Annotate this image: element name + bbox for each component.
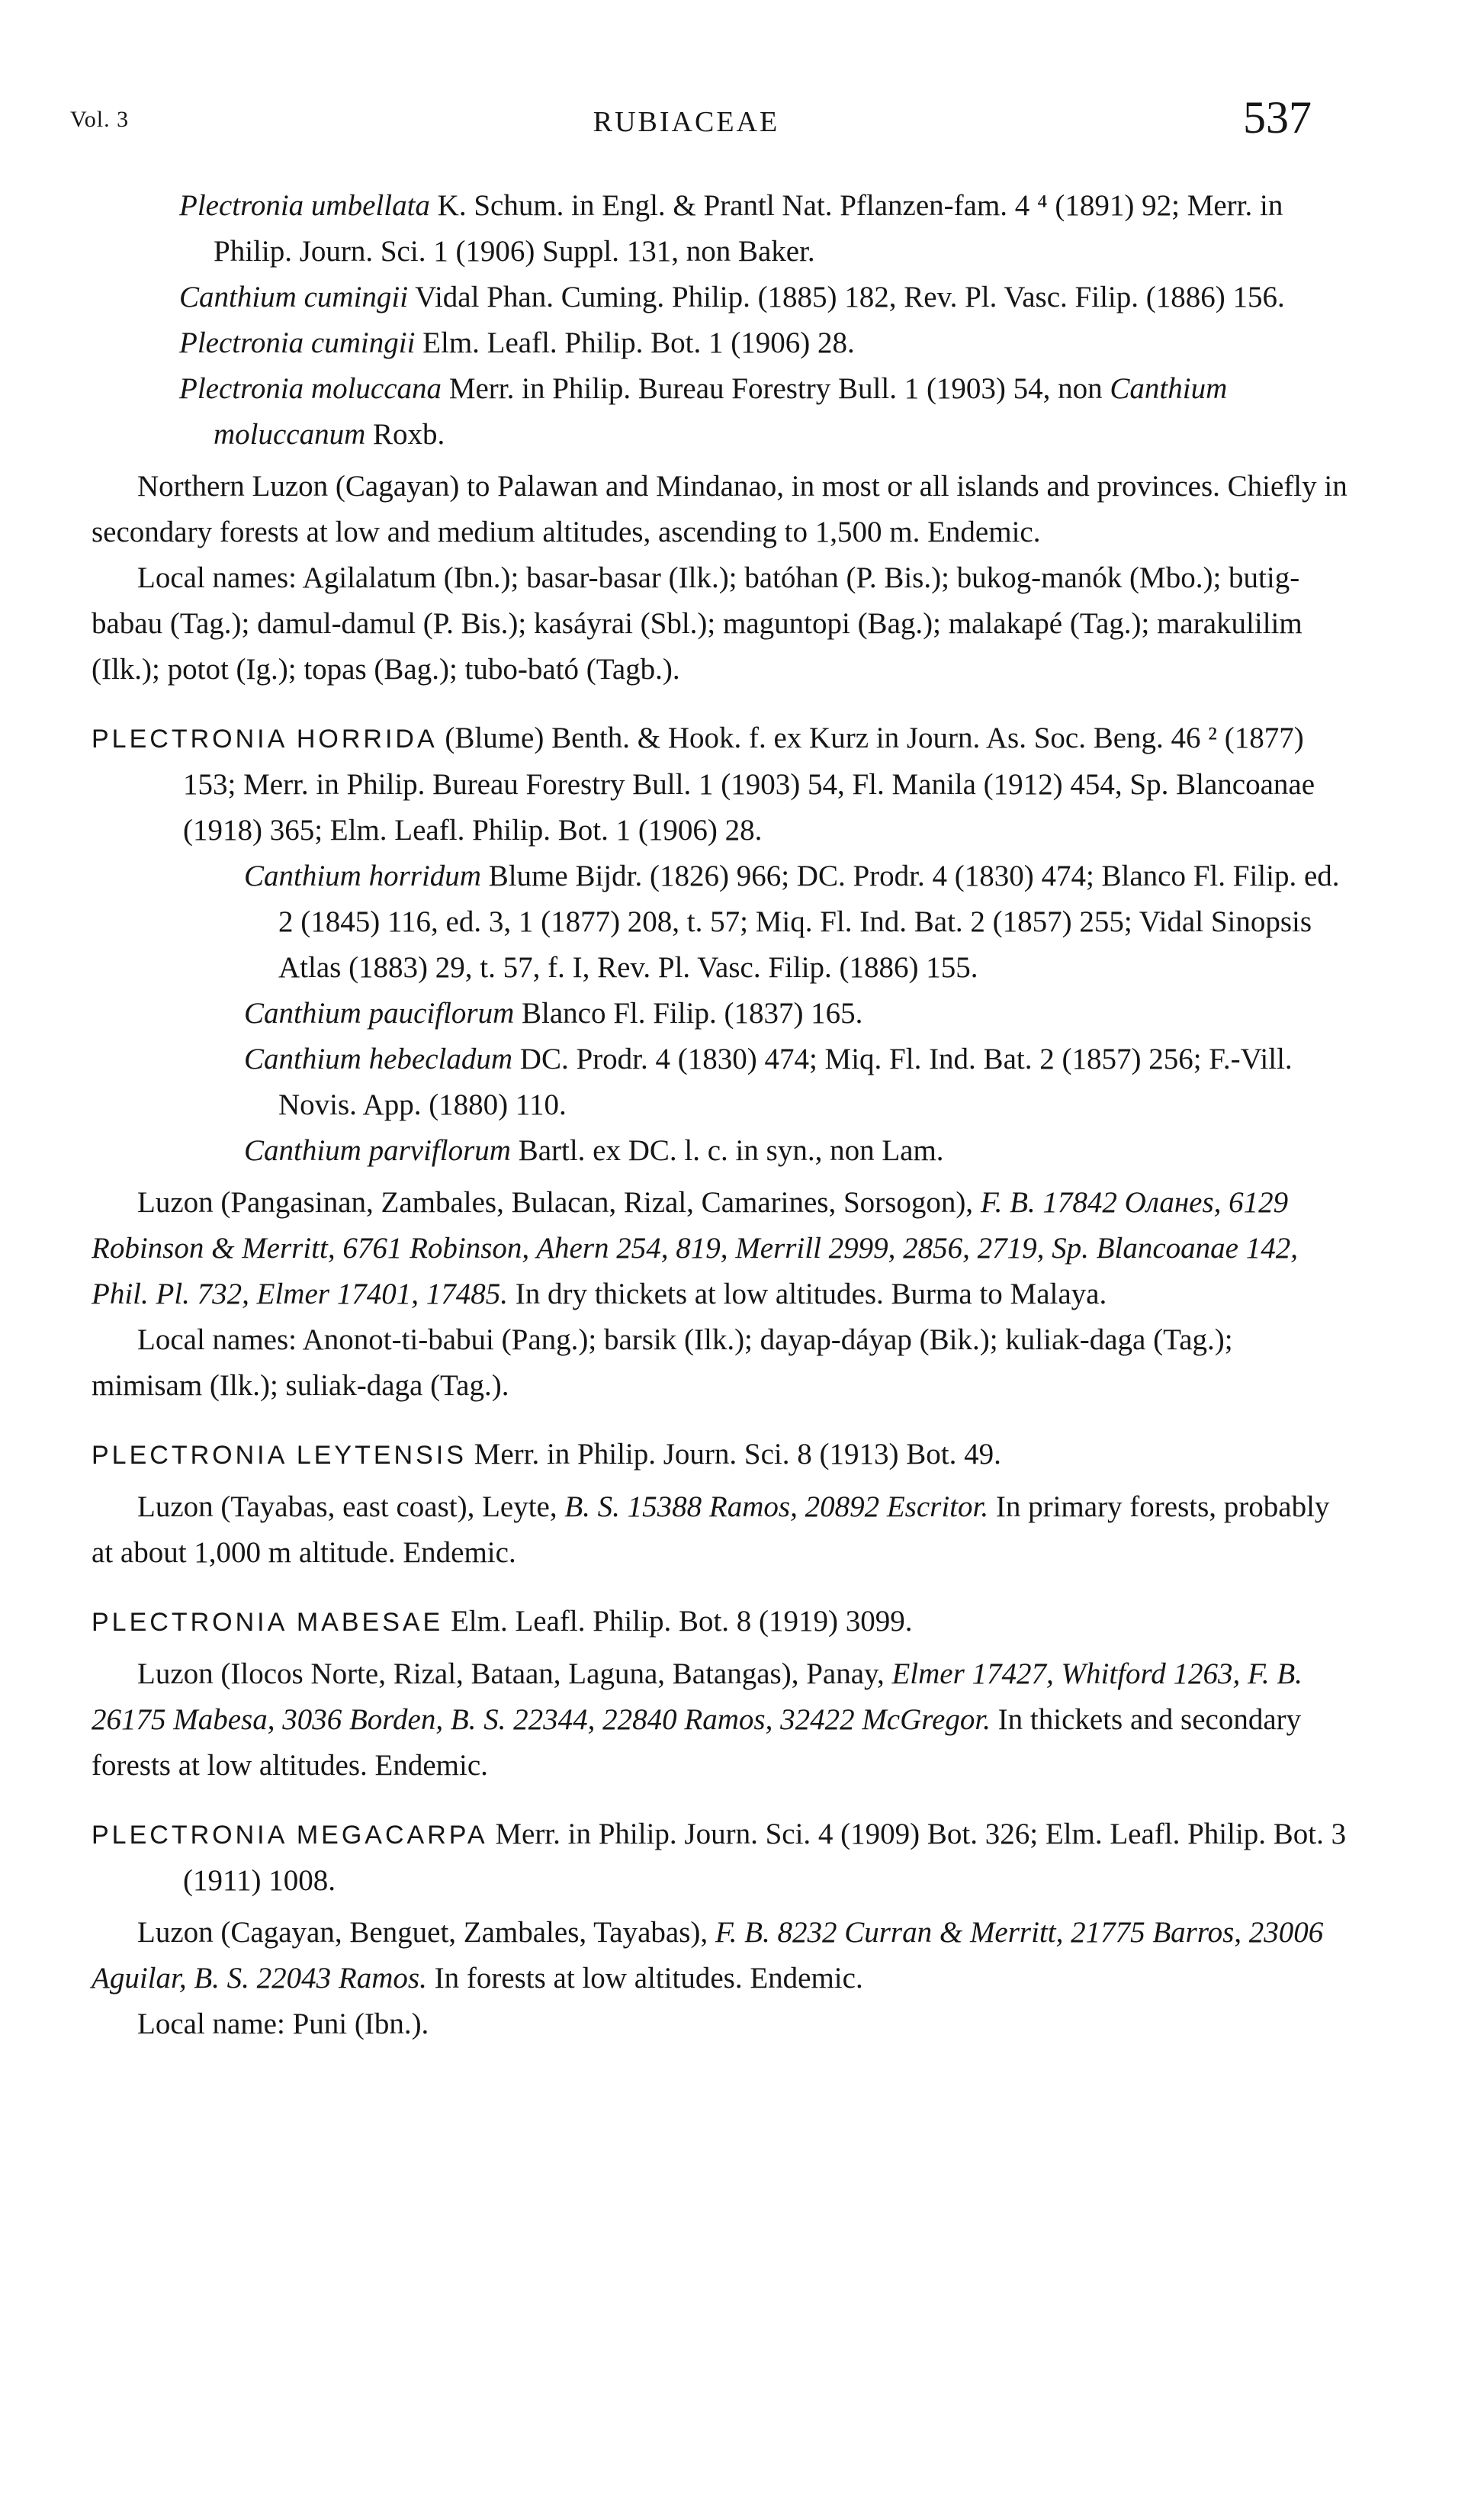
synonym-name: Plectronia moluccana bbox=[179, 372, 442, 405]
synonym-reference: Bartl. ex DC. l. c. in syn., non Lam. bbox=[518, 1134, 944, 1167]
distribution-localities: Luzon (Cagayan, Benguet, Zambales, Tayabas), bbox=[137, 1916, 708, 1949]
species-authority: Elm. Leafl. Philip. Bot. 8 (1919) 3099. bbox=[450, 1605, 913, 1638]
species-heading bbox=[92, 715, 1350, 853]
synonym-name: Canthium parviflorum bbox=[244, 1134, 511, 1167]
synonym-name: Canthium horridum bbox=[244, 860, 481, 892]
synonym-name: Canthium cumingii bbox=[179, 281, 409, 313]
specimen-citations: Elmer 17427, Whitford 1263, F. B. 26175 Mabesa, 3036 Borden, B. S. 22344, 22840 Ramos, 32422 McGregor. bbox=[92, 1657, 1303, 1736]
synonym-reference: Merr. in Philip. Bureau Forestry Bull. 1 (1903) 54, non bbox=[448, 372, 1103, 405]
page-header bbox=[61, 92, 1312, 160]
species-authority: Merr. in Philip. Journ. Sci. 8 (1913) Bot. 49. bbox=[474, 1438, 1001, 1471]
synonym-reference: Vidal Phan. Cuming. Philip. (1885) 182, Rev. Pl. Vasc. Filip. (1886) 156. bbox=[415, 281, 1285, 313]
species-name: PLECTRONIA MABESAE bbox=[92, 1608, 444, 1637]
distribution-habitat: In dry thickets at low altitudes. Burma to Malaya. bbox=[515, 1278, 1107, 1310]
distribution-text: Northern Luzon (Cagayan) to Palawan and Mindanao, in most or all islands and provinces. Chiefly in secondary forests at low and medium altitudes, ascending to 1,500 m. Endemic. bbox=[92, 470, 1347, 548]
synonym-reference: DC. Prodr. 4 (1830) 474; Miq. Fl. Ind. Bat. 2 (1857) 256; F.-Vill. Novis. App. (1880) 110. bbox=[278, 1043, 1293, 1121]
distribution-habitat: In forests at low altitudes. Endemic. bbox=[434, 1962, 863, 1995]
distribution-text bbox=[92, 1180, 1350, 1317]
distribution-localities: Luzon (Tayabas, east coast), Leyte, bbox=[137, 1490, 557, 1523]
synonym-reference: K. Schum. in Engl. & Prantl Nat. Pflanzen-fam. 4 ⁴ (1891) 92; Merr. in Philip. Journ. Sci. 1 (1906) Suppl. 131, non Baker. bbox=[214, 189, 1283, 268]
species-authority: (Blume) Benth. & Hook. f. ex Kurz in Journ. As. Soc. Beng. 46 ² (1877) 153; Merr. in Philip. Bureau Forestry Bull. 1 (1903) 54, Fl. Manila (1912) 454, Sp. Blancoanae (1918) 365; Elm. Leafl. Philip. Bot. 1 (1906) 28. bbox=[183, 722, 1315, 847]
synonym-entry bbox=[92, 366, 1350, 458]
specimen-citations: F. B. 8232 Curran & Merritt, 21775 Barros, 23006 Aguilar, B. S. 22043 Ramos. bbox=[92, 1916, 1324, 1995]
specimen-citations: F. B. 17842 Oланes, 6129 Robinson & Merritt, 6761 Robinson, Ahern 254, 819, Merrill 2999, 2856, 2719, Sp. Blancoanae 142, Phil. Pl. 732, Elmer 17401, 17485. bbox=[92, 1186, 1298, 1310]
synonym-name: Plectronia cumingii bbox=[179, 326, 416, 359]
synonym-reference: Blanco Fl. Filip. (1837) 165. bbox=[522, 997, 863, 1030]
synonym-name: Plectronia umbellata bbox=[179, 189, 430, 222]
species-authority: Merr. in Philip. Journ. Sci. 4 (1909) Bot. 326; Elm. Leafl. Philip. Bot. 3 (1911) 1008. bbox=[183, 1818, 1347, 1897]
local-names: Local names: Agilalatum (Ibn.); basar-basar (Ilk.); batóhan (P. Bis.); bukog-manók (Mbo.); butig-babau (Tag.); damul-damul (P. Bis.); kasáyrai (Sbl.); maguntopi (Bag.); malakapé (Tag.); marakulilim (Ilk.); potot (Ig.); topas (Bag.); tubo-bató (Tagb.). bbox=[92, 561, 1303, 686]
distribution-habitat: In thickets and secondary forests at low altitudes. Endemic. bbox=[92, 1703, 1302, 1782]
synonym-name: Canthium hebecladum bbox=[244, 1043, 513, 1075]
synonym-entry bbox=[92, 1128, 1350, 1174]
synonym-entry bbox=[92, 275, 1350, 320]
distribution-localities: Luzon (Pangasinan, Zambales, Bulacan, Rizal, Camarines, Sorsogon), bbox=[137, 1186, 974, 1219]
local-names: Local name: Puni (Ibn.). bbox=[137, 2007, 429, 2040]
species-heading bbox=[92, 1811, 1350, 1904]
synonym-entry bbox=[92, 1037, 1350, 1128]
page-body bbox=[92, 183, 1350, 2047]
distribution-text bbox=[92, 1484, 1350, 1576]
species-heading bbox=[92, 1432, 1350, 1478]
synonym-reference: Elm. Leafl. Philip. Bot. 1 (1906) 28. bbox=[422, 326, 855, 359]
synonym-entry bbox=[92, 183, 1350, 275]
synonym-entry bbox=[92, 320, 1350, 366]
synonym-entry bbox=[92, 991, 1350, 1037]
distribution-localities: Luzon (Ilocos Norte, Rizal, Bataan, Laguna, Batangas), Panay, bbox=[137, 1657, 885, 1690]
synonym-name: Canthium pauciflorum bbox=[244, 997, 515, 1030]
synonym-name: Canthium moluccanum bbox=[214, 372, 1228, 451]
species-name: PLECTRONIA HORRIDA bbox=[92, 725, 438, 754]
volume-label: Vol. 3 bbox=[70, 107, 130, 132]
synonym-reference: Blume Bijdr. (1826) 966; DC. Prodr. 4 (1830) 474; Blanco Fl. Filip. ed. 2 (1845) 116, ed. 3, 1 (1877) 208, t. 57; Miq. Fl. Ind. Bat. 2 (1857) 255; Vidal Sinopsis Atlas (1883) 29, t. 57, f. I, Rev. Pl. Vasc. Filip. (1886) 155. bbox=[278, 860, 1340, 984]
distribution-text bbox=[92, 1910, 1350, 2001]
page-number: 537 bbox=[1243, 92, 1312, 143]
species-name: PLECTRONIA LEYTENSIS bbox=[92, 1441, 467, 1470]
distribution-text bbox=[92, 1651, 1350, 1789]
synonym-reference: Roxb. bbox=[373, 418, 445, 451]
running-title: RUBIACEAE bbox=[593, 106, 780, 138]
specimen-citations: B. S. 15388 Ramos, 20892 Escritor. bbox=[564, 1490, 989, 1523]
synonym-entry bbox=[92, 853, 1350, 991]
local-names: Local names: Anonot-ti-babui (Pang.); barsik (Ilk.); dayap-dáyap (Bik.); kuliak-daga (Tag.); mimisam (Ilk.); suliak-daga (Tag.). bbox=[92, 1323, 1233, 1402]
distribution-habitat: In primary forests, probably at about 1,000 m altitude. Endemic. bbox=[92, 1490, 1330, 1569]
species-name: PLECTRONIA MEGACARPA bbox=[92, 1821, 488, 1850]
species-heading bbox=[92, 1599, 1350, 1645]
